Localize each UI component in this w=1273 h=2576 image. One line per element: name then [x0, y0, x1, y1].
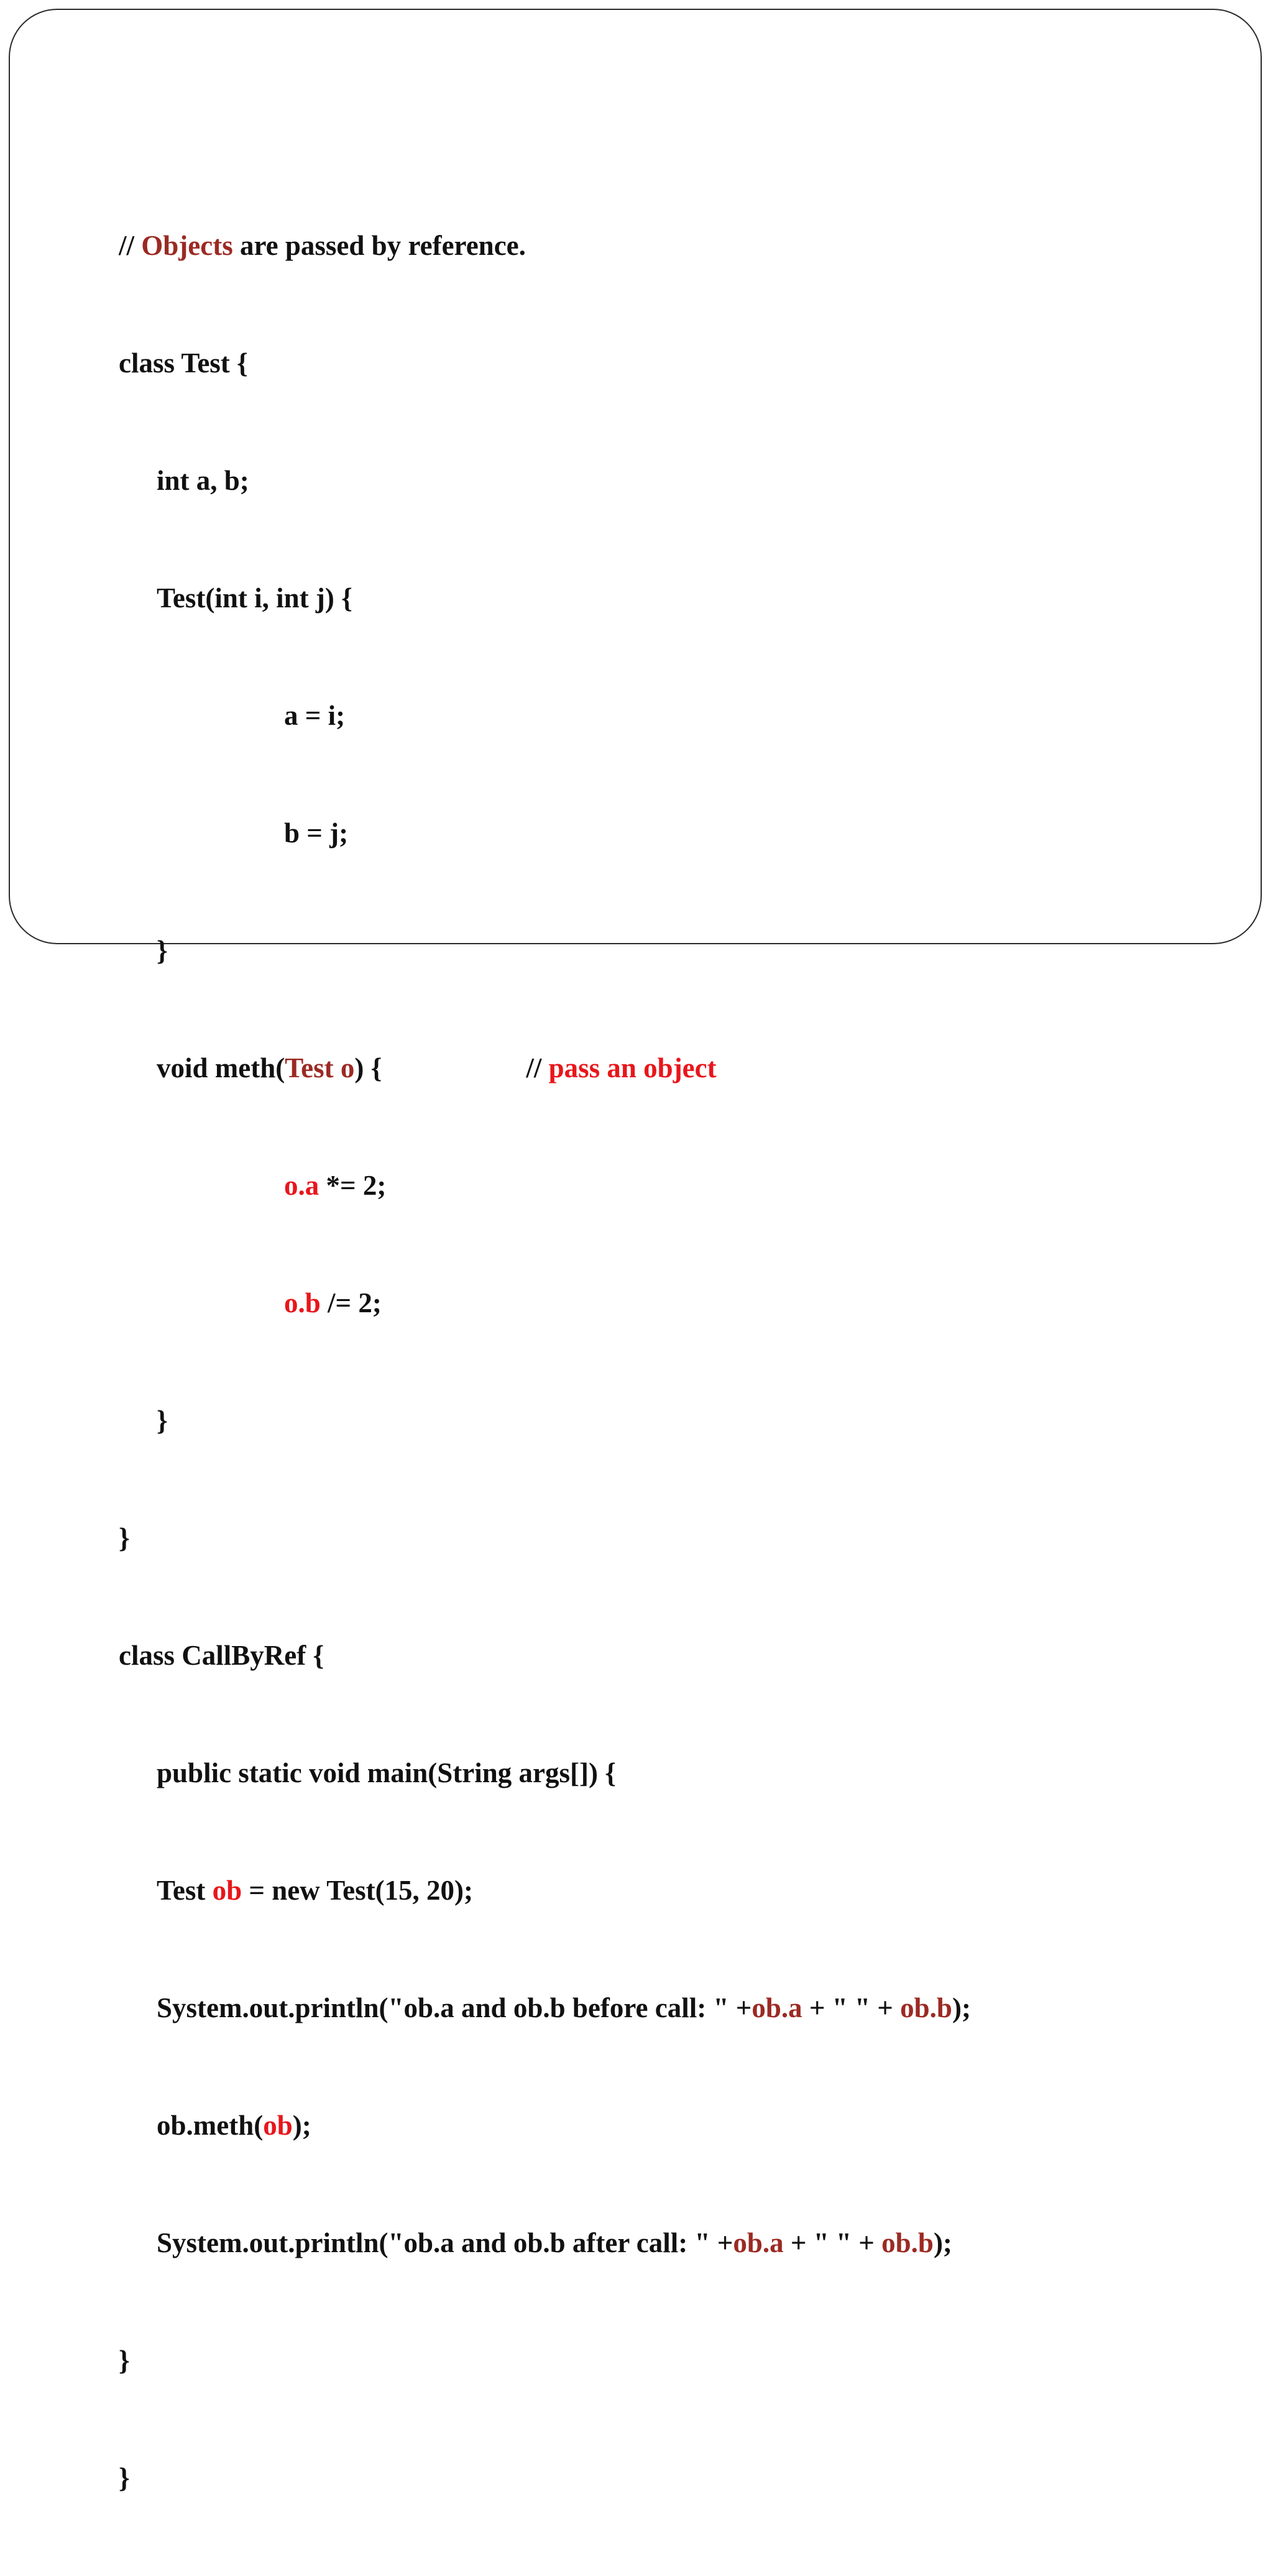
code-line: class Test { — [119, 347, 248, 379]
code-token: ) { — [354, 1052, 382, 1083]
code-line: Test(int i, int j) { — [157, 582, 352, 614]
highlight-field: ob.b — [900, 1992, 952, 2023]
code-line: } — [119, 1522, 130, 1553]
code-token: + " " + — [783, 2227, 882, 2258]
highlight-field: ob.a — [751, 1992, 802, 2023]
code-line: } — [157, 1405, 168, 1436]
code-line: int a, b; — [157, 465, 249, 496]
code-token: = new Test(15, 20); — [242, 1875, 474, 1906]
code-token: /= 2; — [320, 1287, 382, 1318]
comment-prefix: // — [119, 230, 142, 261]
code-token: ); — [933, 2227, 952, 2258]
slide-frame — [9, 9, 1262, 2493]
code-line: } — [157, 935, 168, 966]
code-token: Test — [157, 1875, 213, 1906]
code-line: b = j; — [284, 817, 349, 849]
highlight-param: Test o — [285, 1052, 355, 1083]
code-token: System.out.println("ob.a and ob.b before call: " + — [157, 1992, 752, 2023]
code-line — [119, 1989, 971, 2028]
highlight-var: ob — [212, 1875, 242, 1906]
code-line: public static void main(String args[]) { — [157, 1757, 616, 1788]
code-token: *= 2; — [319, 1170, 387, 1201]
code-token: ); — [292, 2110, 311, 2141]
code-block — [119, 148, 971, 2576]
code-line — [119, 1284, 971, 1323]
highlight-field: ob.b — [881, 2227, 934, 2258]
comment-prefix: // — [526, 1052, 549, 1083]
code-line: class CallByRef { — [119, 1640, 324, 1671]
code-token: System.out.println("ob.a and ob.b after call: " + — [157, 2227, 733, 2258]
code-token: void meth( — [157, 1052, 285, 1083]
highlight-field: ob.a — [733, 2227, 784, 2258]
code-line — [119, 1166, 971, 1205]
code-token: ob.meth( — [157, 2110, 264, 2141]
code-line — [119, 2224, 971, 2263]
code-line — [119, 1871, 971, 1910]
highlight-objects: Objects — [141, 230, 233, 261]
code-line — [119, 1049, 971, 1088]
code-line: } — [119, 2462, 130, 2493]
code-token: + " " + — [802, 1992, 901, 2023]
code-token: ); — [952, 1992, 971, 2023]
highlight-var: ob — [263, 2110, 293, 2141]
comment-text: are passed by reference. — [232, 230, 526, 261]
code-line — [119, 226, 971, 265]
code-line — [119, 2106, 971, 2145]
code-line: } — [119, 2345, 130, 2376]
highlight-field: o.b — [284, 1287, 321, 1318]
highlight-comment: pass an object — [548, 1052, 717, 1083]
highlight-field: o.a — [284, 1170, 319, 1201]
code-line: a = i; — [284, 700, 346, 731]
